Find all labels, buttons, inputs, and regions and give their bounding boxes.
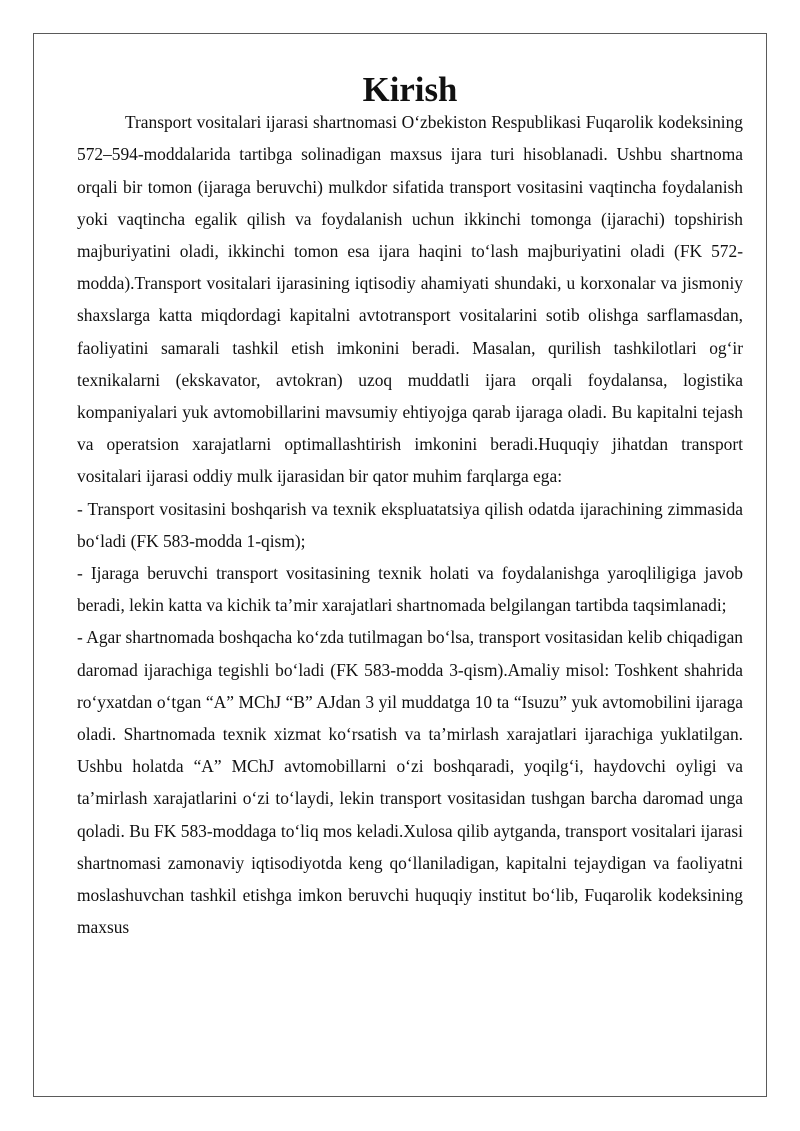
document-page: [33, 33, 767, 1097]
page-title: Kirish: [362, 70, 458, 109]
list-item-management: - Transport vositasini boshqarish va texnik ekspluatatsiya qilish odatda ijarachining zimmasida bo‘ladi (FK 583-modda 1-qism);: [77, 498, 743, 551]
document-body: [77, 70, 743, 943]
intro-paragraph: Transport vositalari ijarasi shartnomasi O‘zbekiston Respublikasi Fuqarolik kodeksining 572–594-moddalarida tartibga solinadigan maxsus ijara turi hisoblanadi. Ushbu shartnoma orqali bir tomon (ijaraga beruvchi) mulkdor sifatida transport vositasini vaqtincha foydalanish yoki vaqtincha egalik qilish va foydalanish uchun ikkinchi tomonga (ijarachi) topshirish majburiyatini oladi, ikkinchi tomon esa ijara haqini to‘lash majburiyatini oladi (FK 572-modda).Transport vositalari ijarasining iqtisodiy ahamiyati shundaki, u korxonalar va jismoniy shaxslarga katta miqdordagi kapitalni avtotransport vositalarini sotib olishga sarflamasdan, faoliyatini samarali tashkil etish imkonini beradi. Masalan, qurilish tashkilotlari og‘ir texnikalarni (ekskavator, avtokran) uzoq muddatli ijara orqali foydalansa, logistika kompaniyalari yuk avtomobillarini mavsumiy ehtiyojga qarab ijaraga oladi. Bu kapitalni tejash va operatsion xarajatlarni optimallashtirish imkonini beradi.Huquqiy jihatdan transport vositalari ijarasi oddiy mulk ijarasidan bir qator muhim farqlarga ega:: [77, 112, 743, 487]
list-item-technical-condition: - Ijaraga beruvchi transport vositasining texnik holati va foydalanishga yaroqliligiga javob beradi, lekin katta va kichik ta’mir xarajatlari shartnomada belgilangan tartibda taqsimlanadi;: [77, 563, 743, 616]
list-item-income: - Agar shartnomada boshqacha ko‘zda tutilmagan bo‘lsa, transport vositasidan kelib chiqadigan daromad ijarachiga tegishli bo‘ladi (FK 583-modda 3-qism).Amaliy misol: Toshkent shahrida ro‘yxatdan o‘tgan “A” MChJ “B” AJdan 3 yil muddatga 10 ta “Isuzu” yuk avtomobilini ijaraga oladi. Shartnomada texnik xizmat ko‘rsatish va ta’mirlash xarajatlari ijarachiga yuklatilgan. Ushbu holatda “A” MChJ avtomobillarni o‘zi boshqaradi, yoqilg‘i, haydovchi oyligi va ta’mirlash xarajatlarini o‘zi to‘laydi, lekin transport vositasidan tushgan barcha daromad unga qoladi. Bu FK 583-moddaga to‘liq mos keladi.Xulosa qilib aytganda, transport vositalari ijarasi shartnomasi zamonaviy iqtisodiyotda keng qo‘llaniladigan, kapitalni tejaydigan va faoliyatni moslashuvchan tashkil etishga imkon beruvchi huquqiy institut bo‘lib, Fuqarolik kodeksining maxsus: [77, 627, 743, 938]
